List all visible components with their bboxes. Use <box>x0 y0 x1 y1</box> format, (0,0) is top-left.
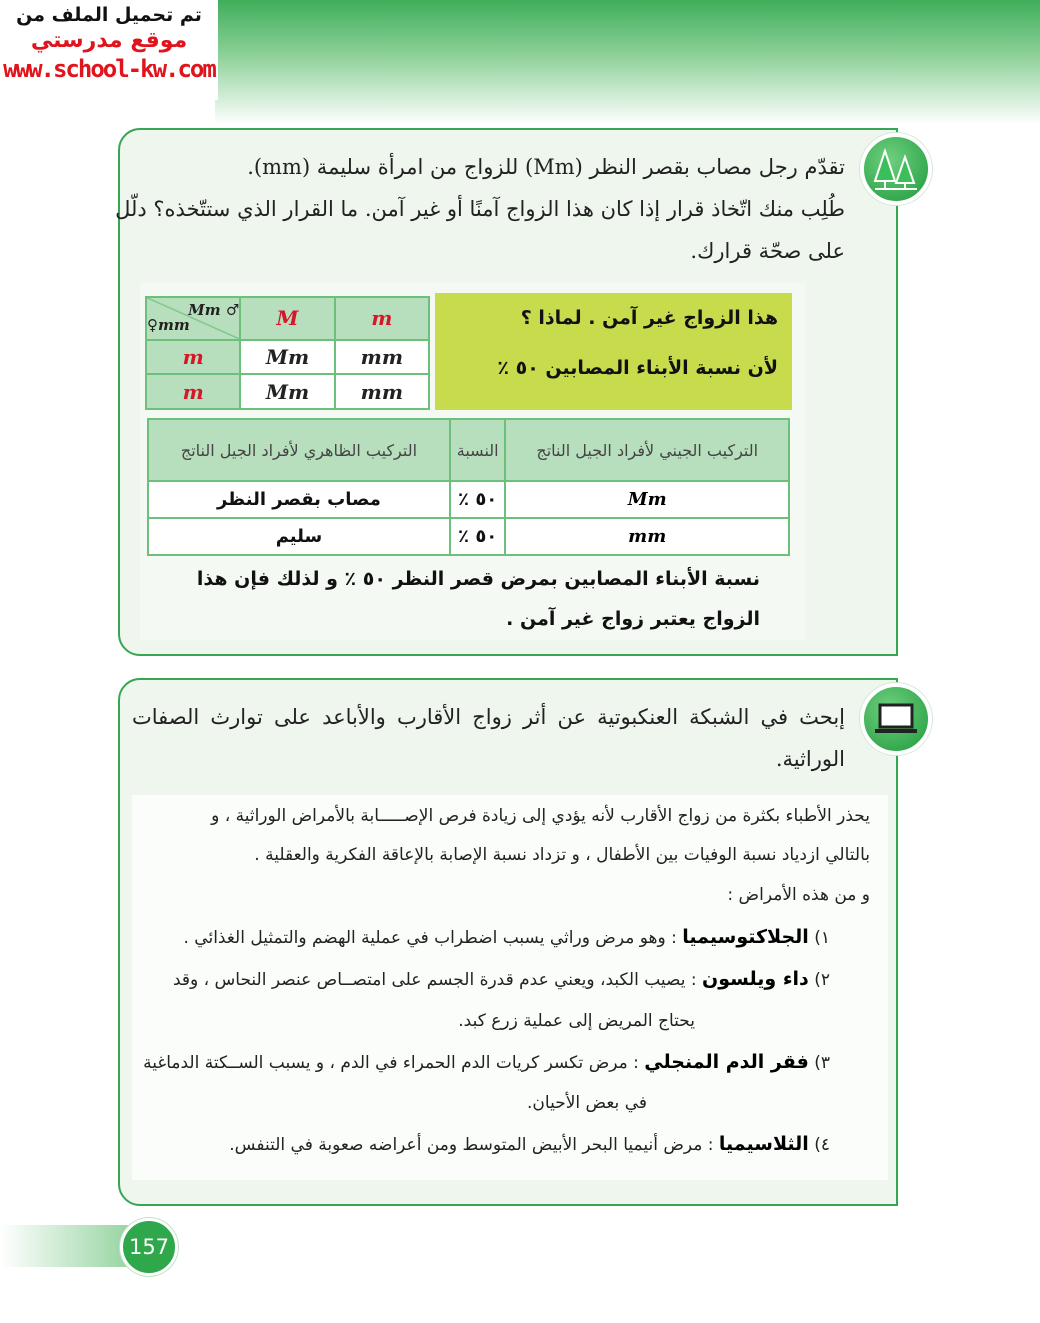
disease-description: : مرض تكسر كريات الدم الحمراء في الدم ، و يسبب الســكتة الدماغية <box>143 1053 639 1073</box>
disease-description: : وهو مرض وراثي يسبب اضطراب في عملية الهضم والتمثيل الغذائي . <box>183 928 677 948</box>
female-genotype: ♀mm <box>147 316 190 335</box>
genotype-cell: mm <box>505 518 789 555</box>
offspring-genotype: Mm <box>240 374 334 409</box>
disease-name: الثلاسيميا <box>718 1133 809 1155</box>
male-allele: m <box>335 297 429 340</box>
female-allele: m <box>146 340 240 375</box>
table-row <box>148 518 789 555</box>
punnett-square <box>145 296 430 410</box>
column-header: التركيب الظاهري لأفراد الجيل الناتج <box>148 419 450 481</box>
paragraph-line: بالتالي ازدياد نسبة الوفيات بين الأطفال ، و تزداد نسبة الإصابة بالإعاقة الفكرية والعقلية . <box>254 845 870 865</box>
offspring-genotype: Mm <box>240 340 334 375</box>
male-genotype: Mm ♂ <box>188 301 240 320</box>
results-table <box>147 418 790 556</box>
item-number: ١) <box>814 928 830 948</box>
answer-line: لأن نسبة الأبناء المصابين ٥٠ ٪ <box>497 357 778 379</box>
disease-description: يحتاج المريض إلى عملية زرع كبد. <box>458 1011 695 1031</box>
male-allele: M <box>240 297 334 340</box>
question-line: تقدّم رجل مصاب بقصر النظر (Mm) للزواج من امرأة سليمة (mm). <box>247 155 845 179</box>
conclusion-line: الزواج يعتبر زواج غير آمن . <box>506 608 760 630</box>
column-header: التركيب الجيني لأفراد الجيل الناتج <box>505 419 789 481</box>
offspring-genotype: mm <box>335 374 429 409</box>
trees-icon <box>860 133 932 205</box>
laptop-icon <box>860 683 932 755</box>
phenotype-cell: سليم <box>148 518 450 555</box>
research-heading: إبحث في الشبكة العنكبوتية عن أثر زواج الأقارب والأباعد على توارث الصفات <box>132 705 845 729</box>
ratio-cell: ٥٠ ٪ <box>450 481 506 518</box>
header-banner <box>215 0 1040 125</box>
answer-box <box>435 293 792 410</box>
disease-item <box>143 1051 830 1073</box>
watermark-url[interactable]: www.school-kw.com <box>3 55 215 83</box>
female-allele: m <box>146 374 240 409</box>
genotype-cell: Mm <box>505 481 789 518</box>
ratio-cell: ٥٠ ٪ <box>450 518 506 555</box>
watermark-site-name: موقع مدرستي <box>30 28 188 53</box>
question-line: طُلِب منك اتّخاذ قرار إذا كان هذا الزواج آمنًا أو غير آمن. ما القرار الذي ستتّخذه؟ دلّل <box>115 197 845 221</box>
table-row <box>148 481 789 518</box>
disease-item <box>173 968 830 990</box>
page-number-bar <box>0 1225 140 1267</box>
disease-name: الجلاكتوسيميا <box>682 926 809 948</box>
page-number: 157 <box>120 1218 178 1276</box>
research-heading: الوراثية. <box>775 747 845 771</box>
offspring-genotype: mm <box>335 340 429 375</box>
disease-item <box>229 1133 830 1155</box>
item-number: ٣) <box>814 1053 830 1073</box>
question-line: على صحّة قرارك. <box>690 239 845 263</box>
watermark <box>0 0 218 100</box>
paragraph-line: يحذر الأطباء بكثرة من زواج الأقارب لأنه يؤدي إلى زيادة فرص الإصـــــابة بالأمراض الوراثية ، و <box>211 806 870 826</box>
conclusion-line: نسبة الأبناء المصابين بمرض قصر النظر ٥٠ ٪ و لذلك فإن هذا <box>196 568 760 590</box>
disease-description: : مرض أنيميا البحر الأبيض المتوسط ومن أعراضه صعوبة في التنفس. <box>229 1135 714 1155</box>
disease-item <box>184 926 831 948</box>
paragraph-line: و من هذه الأمراض : <box>727 885 870 905</box>
item-number: ٢) <box>814 970 830 990</box>
disease-name: داء ويلسون <box>702 968 809 990</box>
answer-line: هذا الزواج غير آمن . لماذا ؟ <box>520 307 778 329</box>
watermark-line: تم تحميل الملف من <box>16 4 202 26</box>
disease-description: في بعض الأحيان. <box>527 1093 647 1113</box>
item-number: ٤) <box>814 1135 830 1155</box>
punnett-corner <box>146 297 240 340</box>
phenotype-cell: مصاب بقصر النظر <box>148 481 450 518</box>
disease-name: فقر الدم المنجلي <box>644 1051 809 1073</box>
disease-description: : يصيب الكبد، ويعني عدم قدرة الجسم على امتصــاص عنصر النحاس ، وقد <box>172 970 697 990</box>
column-header: النسبة <box>450 419 506 481</box>
